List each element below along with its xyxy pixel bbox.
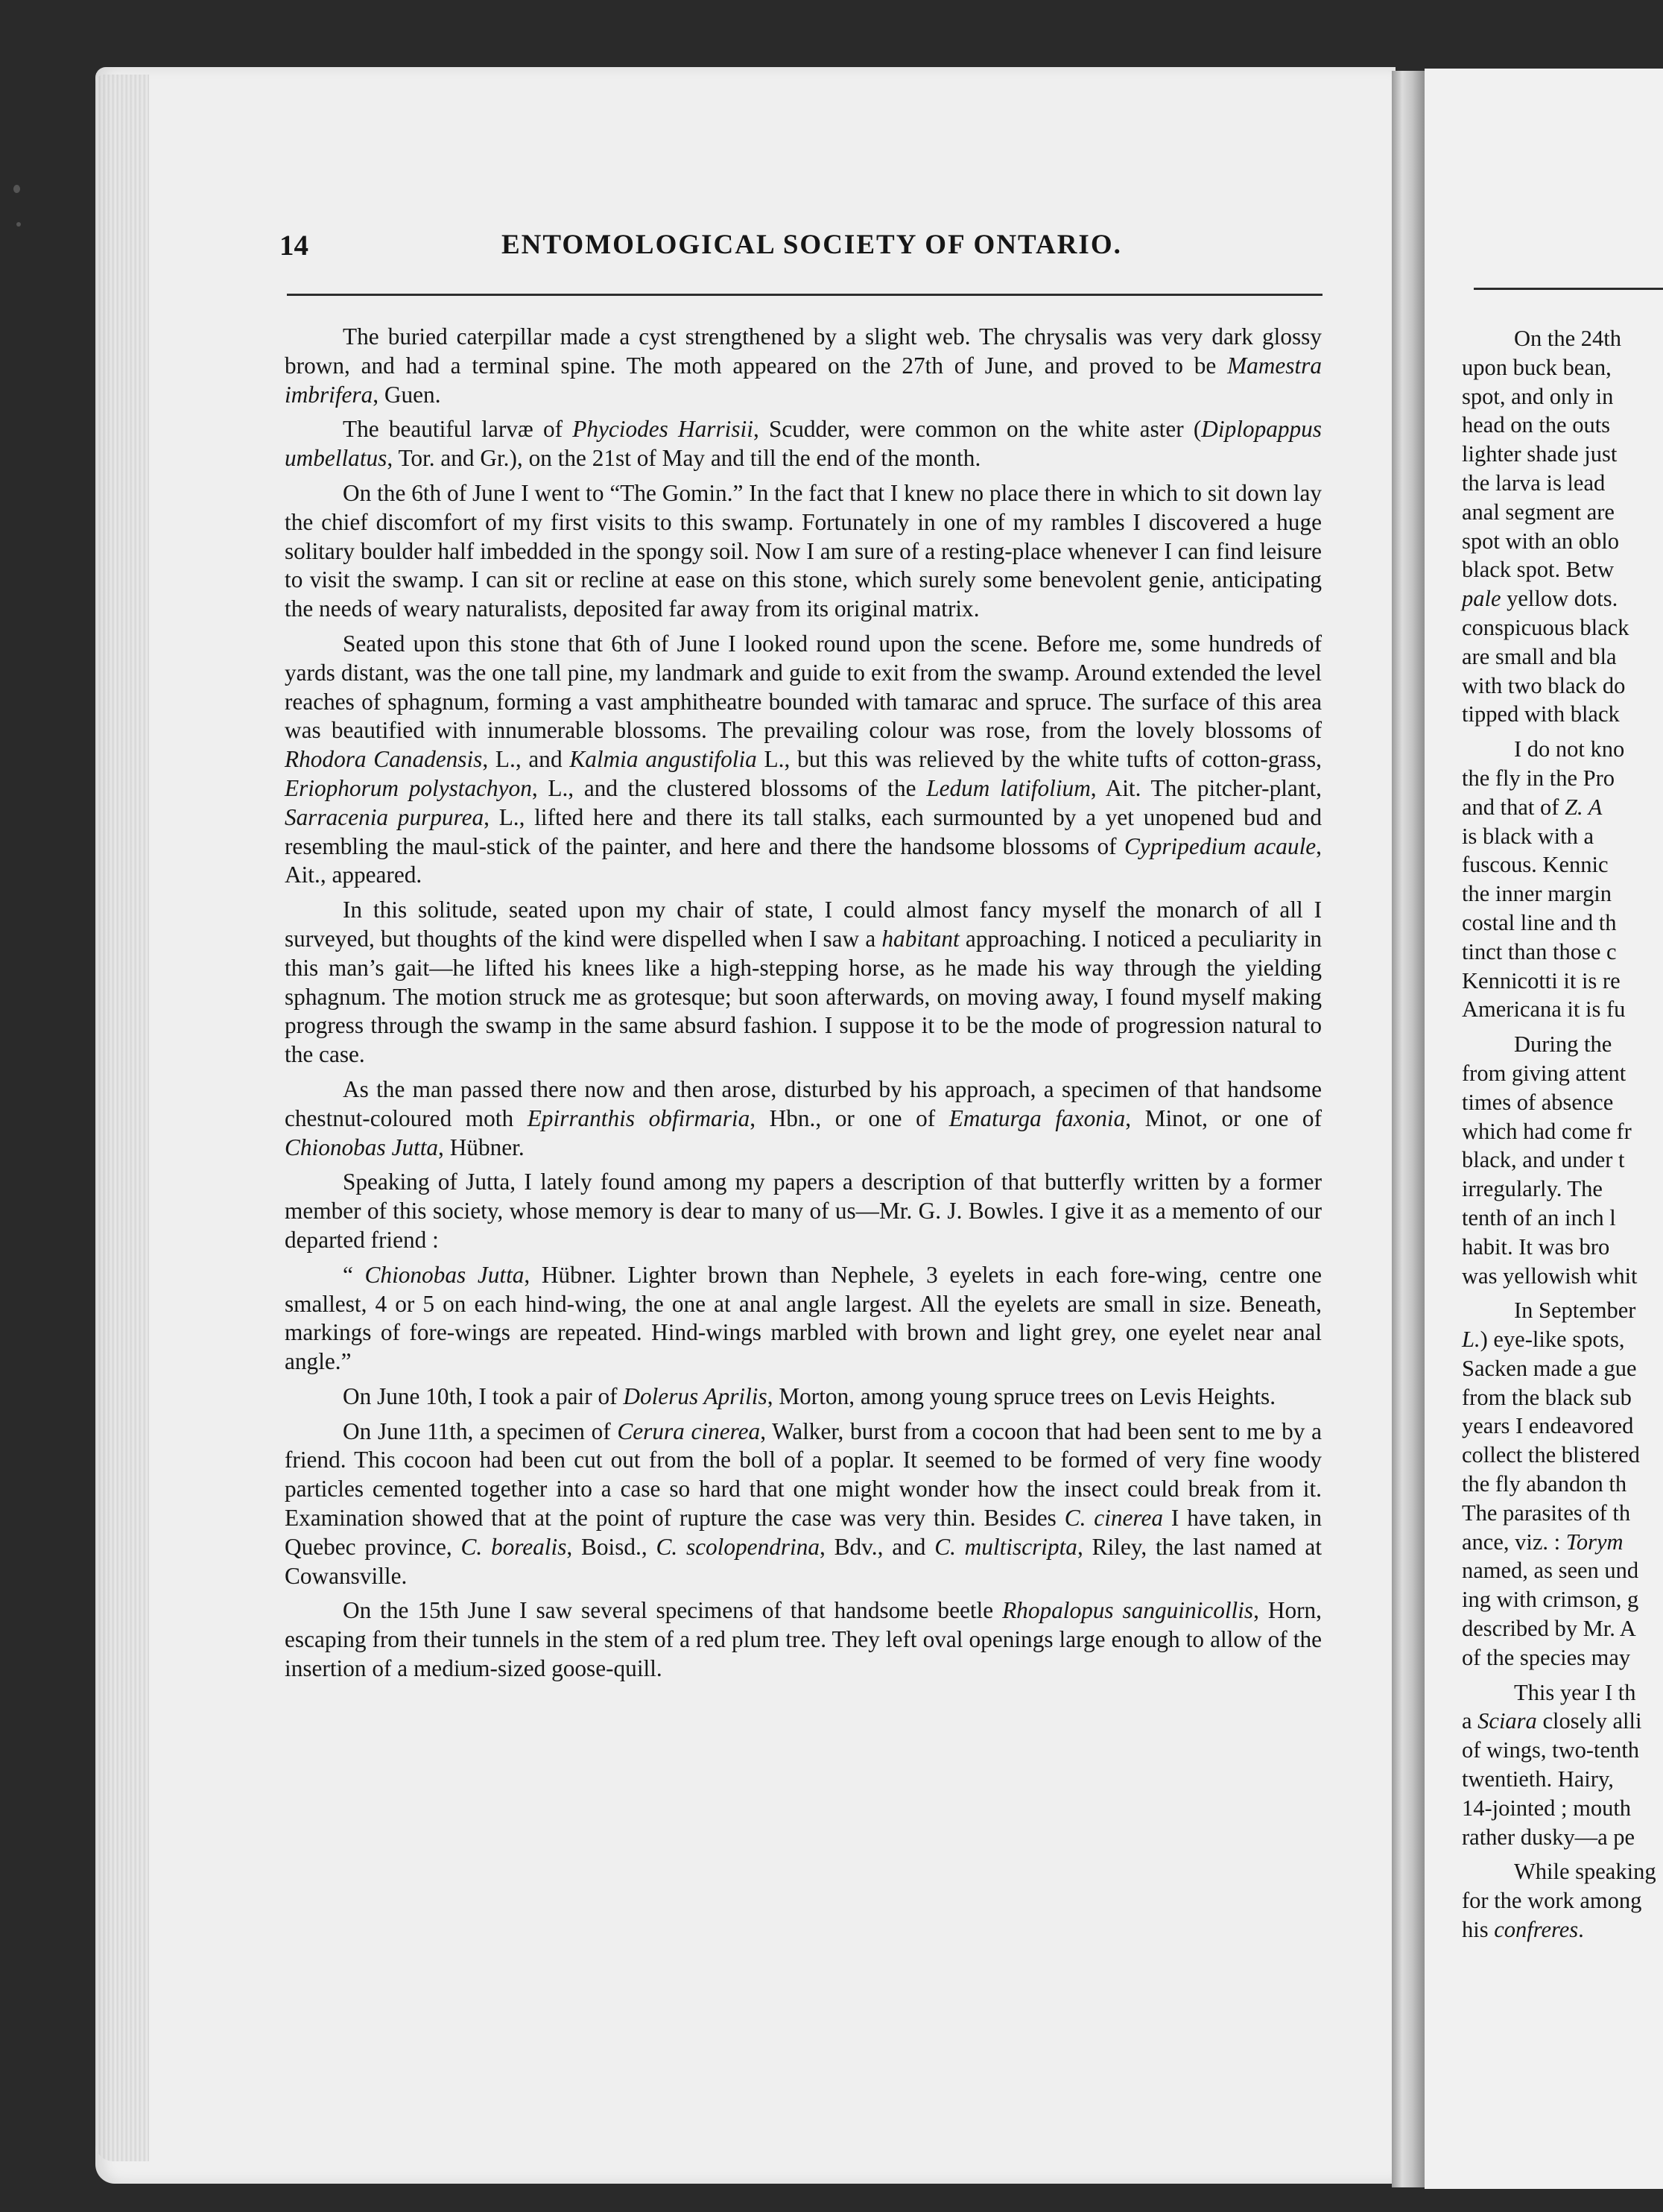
text-line: the inner margin xyxy=(1462,881,1612,907)
text-line: the fly abandon th xyxy=(1462,1471,1627,1497)
book-gutter xyxy=(1392,71,1426,2187)
text-line: which had come fr xyxy=(1462,1118,1632,1144)
text-line: upon buck bean, xyxy=(1462,354,1612,380)
text-line: the fly in the Pro xyxy=(1462,765,1615,791)
text-line: 14-jointed ; mouth xyxy=(1462,1795,1632,1821)
paragraph: On the 6th of June I went to “The Gomin.” In the fact that I knew no place there in which to sit down lay the chief discomfort of my first visits to this swamp. Fortunately in one of my rambles I discovered a huge solitary boulder half imbedded in the spongy soil. Now I am sure of a resting-place whenever I can find leisure to visit the swamp. I can sit or recline at ease on this stone, which surely some benevolent genie, anticipating the needs of weary naturalists, deposited far away from its original matrix. xyxy=(285,479,1322,622)
right-page xyxy=(1425,69,1663,2189)
header-rule xyxy=(287,294,1323,296)
text-line: habit. It was bro xyxy=(1462,1233,1610,1260)
text-line: times of absence xyxy=(1462,1089,1614,1115)
text-line: While speaking xyxy=(1514,1859,1656,1885)
text-line: tenth of an inch l xyxy=(1462,1204,1616,1230)
text-line: The parasites of th xyxy=(1462,1500,1631,1526)
paragraph: Seated upon this stone that 6th of June I looked round upon the scene. Before me, some hundreds of yards distant, was the one tall pine, my landmark and guide to exit from the swamp. Around extended the level reaches of sphagnum, forming a vast amphitheatre bounded with tamarac and spruce. The surface of this area was beautified with innumerable blossoms. The prevailing colour was rose, from the lovely blossoms of Rhodora Canadensis, L., and Kalmia angustifolia L., but this was relieved by the white tufts of cotton-grass, Eriophorum polystachyon, L., and the clustered blossoms of the Ledum latifolium, Ait. The pitcher-plant, Sarracenia purpurea, L., lifted here and there its tall stalks, each surmounted by a yet unopened bud and resembling the maul-stick of the painter, and here and there the handsome blossoms of Cypripedium acaule, Ait., appeared. xyxy=(285,630,1322,888)
paragraph-gap xyxy=(1462,1851,1663,1857)
paragraph-gap xyxy=(1462,1290,1663,1296)
text-line: irregularly. The xyxy=(1462,1176,1603,1202)
page-header xyxy=(279,229,1323,274)
text-line: black, and under t xyxy=(1462,1147,1625,1173)
text-line: of the species may xyxy=(1462,1644,1631,1670)
text-line: and that of Z. A xyxy=(1462,794,1603,820)
text-line: twentieth. Hairy, xyxy=(1462,1766,1614,1792)
paragraph: “ Chionobas Jutta, Hübner. Lighter brown than Nephele, 3 eyelets in each fore-wing, centre one smallest, 4 or 5 on each hind-wing, the one at anal angle largest. All the eyelets are small in size. Beneath, markings of fore-wings are repeated. Hind-wings marbled with brown and light grey, one eyelet near anal angle.” xyxy=(285,1261,1323,1375)
text-line: from the black sub xyxy=(1462,1384,1632,1410)
text-line: named, as seen und xyxy=(1462,1558,1639,1584)
paragraph: On the 15th June I saw several specimens of that handsome beetle Rhopalopus sanguinicollis, Horn, escaping from their tunnels in the stem of a red plum tree. They left oval openings large enough to allow of the insertion of a medium-sized goose-quill. xyxy=(285,1597,1322,1682)
text-line: costal line and th xyxy=(1462,909,1617,935)
scan-speck xyxy=(13,185,20,193)
paragraph: On June 11th, a specimen of Cerura cinerea, Walker, burst from a cocoon that had been sent to me by a friend. This cocoon had been cut out from the boll of a poplar. It seemed to be formed of very fine woody particles cemented together into a case so hard that one might wonder how the insect could break from it. Examination showed that at the point of rupture the case was very thin. Besides C. cinerea I have taken, in Quebec province, C. borealis, Boisd., C. scolopendrina, Bdv., and C. multiscripta, Riley, the last named at Cowansville. xyxy=(285,1418,1323,1589)
text-line: for the work among xyxy=(1462,1888,1642,1914)
text-line: This year I th xyxy=(1514,1679,1636,1705)
text-line: pale yellow dots. xyxy=(1462,586,1618,612)
text-line: lighter shade just xyxy=(1462,441,1618,467)
text-line: In September xyxy=(1514,1298,1636,1324)
text-line: conspicuous black xyxy=(1462,614,1629,640)
right-header-rule xyxy=(1474,288,1663,290)
right-page-text xyxy=(1462,324,1663,1944)
text-line: fuscous. Kennic xyxy=(1462,852,1609,878)
paragraph: The buried caterpillar made a cyst strengthened by a slight web. The chrysalis was very dark glossy brown, and had a terminal spine. The moth appeared on the 27th of June, and proved to be Mamestra imbrifera, Guen. xyxy=(285,323,1322,408)
text-line: of wings, two-tenth xyxy=(1462,1737,1640,1763)
text-line: are small and bla xyxy=(1462,643,1617,669)
paragraph-gap xyxy=(1462,1672,1663,1678)
text-line: I do not kno xyxy=(1514,736,1625,762)
paragraph-gap xyxy=(1462,1024,1663,1030)
text-line: On the 24th xyxy=(1514,326,1622,351)
paragraph: Speaking of Jutta, I lately found among my papers a description of that butterfly written by a former member of this society, whose memory is dear to many of us—Mr. G. J. Bowles. I give it as a memento of our departed friend : xyxy=(285,1169,1322,1253)
text-line: anal segment are xyxy=(1462,499,1615,525)
text-line: ing with crimson, g xyxy=(1462,1587,1639,1613)
left-page-text xyxy=(285,323,1322,1684)
text-line: During the xyxy=(1514,1031,1612,1058)
text-line: a Sciara closely alli xyxy=(1462,1708,1642,1734)
paragraph: As the man passed there now and then arose, disturbed by his approach, a specimen of that handsome chestnut-coloured moth Epirranthis obfirmaria, Hbn., or one of Ematurga faxonia, Minot, or one of Chionobas Jutta, Hübner. xyxy=(285,1075,1322,1160)
scan-speck xyxy=(16,222,21,227)
running-head: ENTOMOLOGICAL SOCIETY OF ONTARIO. xyxy=(501,230,1122,260)
text-line: is black with a xyxy=(1462,823,1594,849)
text-line: described by Mr. A xyxy=(1462,1616,1636,1642)
text-line: Americana it is fu xyxy=(1462,996,1626,1023)
text-line: collect the blistered xyxy=(1462,1442,1640,1468)
text-line: tipped with black xyxy=(1462,701,1620,727)
text-line: from giving attent xyxy=(1462,1060,1626,1086)
text-line: was yellowish whit xyxy=(1462,1263,1638,1289)
text-line: Sacken made a gue xyxy=(1462,1355,1637,1381)
paragraph: In this solitude, seated upon my chair of state, I could almost fancy myself the monarch of all I surveyed, but thoughts of the kind were dispelled when I saw a habitant approaching. I noticed a peculiarity in this man’s gait—he lifted his knees like a high-stepping horse, as he made his way through the yielding sphagnum. The motion struck me as grotesque; but soon afterwards, on moving away, I found myself making progress through the swamp in the same absurd fashion. I suppose it to be the mode of progression natural to the case. xyxy=(285,897,1322,1068)
text-line: years I endeavored xyxy=(1462,1413,1634,1439)
text-line: tinct than those c xyxy=(1462,938,1617,964)
page-stack-edge xyxy=(95,75,149,2161)
text-line: ance, viz. : Torym xyxy=(1462,1529,1624,1555)
text-line: spot, and only in xyxy=(1462,383,1614,409)
text-line: his confreres. xyxy=(1462,1917,1584,1943)
text-line: head on the outs xyxy=(1462,412,1611,438)
text-line: with two black do xyxy=(1462,672,1626,698)
page-number: 14 xyxy=(279,230,308,262)
paragraph: The beautiful larvæ of Phyciodes Harrisii, Scudder, were common on the white aster (Diplopappus umbellatus, Tor. and Gr.), on the 21st of May and till the end of the month. xyxy=(285,416,1322,472)
paragraph: On June 10th, I took a pair of Dolerus Aprilis, Morton, among young spruce trees on Levis Heights. xyxy=(343,1382,1276,1409)
paragraph-gap xyxy=(1462,729,1663,735)
text-line: black spot. Betw xyxy=(1462,557,1615,583)
text-line: the larva is lead xyxy=(1462,470,1606,496)
text-line: L.) eye-like spots, xyxy=(1462,1327,1625,1353)
text-line: spot with an oblo xyxy=(1462,528,1619,554)
text-line: rather dusky—a pe xyxy=(1462,1824,1635,1850)
text-line: Kennicotti it is re xyxy=(1462,967,1621,993)
